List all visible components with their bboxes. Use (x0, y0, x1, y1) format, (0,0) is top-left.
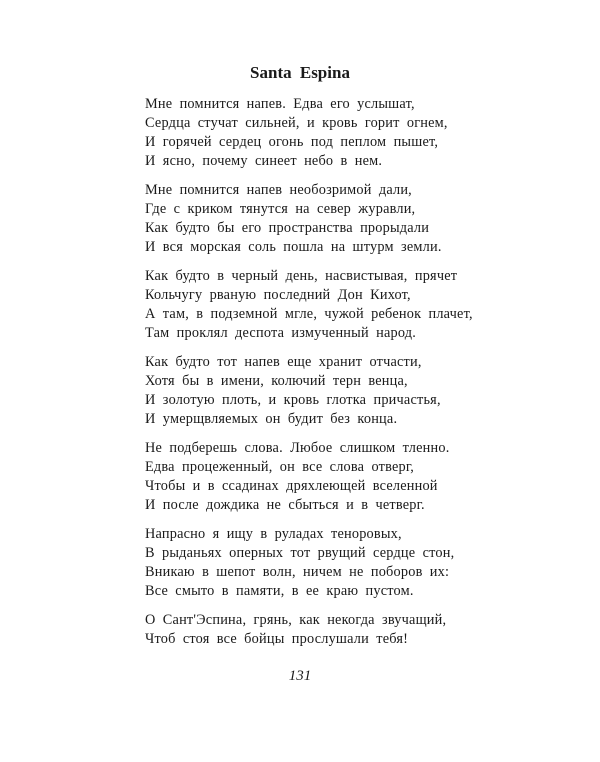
poem-line: Как будто в черный день, насвистывая, прячет (145, 268, 458, 284)
stanza (145, 181, 485, 257)
poem-line: Сердца стучат сильней, и кровь горит огнем, (145, 115, 448, 131)
poem-line: Мне помнится напев. Едва его услышат, (145, 96, 415, 112)
poem-line: И золотую плоть, и кровь глотка причастья, (145, 392, 441, 408)
stanza (145, 525, 485, 601)
poem-line: Как будто бы его пространства прорыдали (145, 220, 430, 236)
poem-line: Мне помнится напев необозримой дали, (145, 182, 412, 198)
poem-line: И горячей сердец огонь под пеплом пышет, (145, 134, 439, 150)
stanza (145, 439, 485, 515)
poem-line: Все смыто в памяти, в ее краю пустом. (145, 583, 414, 599)
poem-line: Чтобы и в ссадинах дряхлеющей вселенной (145, 478, 438, 494)
poem-line: Не подберешь слова. Любое слишком тленно. (145, 440, 450, 456)
stanza (145, 611, 485, 649)
poem-line: В рыданьях оперных тот рвущий сердце стон, (145, 545, 455, 561)
poem-line: Чтоб стоя все бойцы прослушали тебя! (145, 631, 409, 647)
stanza (145, 267, 485, 343)
poem-line: И после дождика не сбыться и в четверг. (145, 497, 425, 513)
stanza (145, 353, 485, 429)
poem-line: Там проклял деспота измученный народ. (145, 325, 417, 341)
poem-line: И вся морская соль пошла на штурм земли. (145, 239, 442, 255)
poem-title: Santa Espina (250, 63, 350, 82)
poem-line: Напрасно я ищу в руладах теноровых, (145, 526, 402, 542)
poem-line: И умерщвляемых он будит без конца. (145, 411, 398, 427)
poem-line: Кольчугу рваную последний Дон Кихот, (145, 287, 411, 303)
poem-body (145, 95, 485, 659)
page-number: 131 (288, 668, 312, 684)
stanza (145, 95, 485, 171)
poem-line: И ясно, почему синеет небо в нем. (145, 153, 383, 169)
poem-line: Хотя бы в имени, колючий терн венца, (145, 373, 408, 389)
poem-line: О Сант'Эспина, грянь, как некогда звучащий, (145, 612, 447, 628)
poem-line: Где с криком тянутся на север журавли, (145, 201, 416, 217)
poem-line: Как будто тот напев еще хранит отчасти, (145, 354, 422, 370)
poem-line: А там, в подземной мгле, чужой ребенок плачет, (145, 306, 473, 322)
poem-line: Вникаю в шепот волн, ничем не поборов их: (145, 564, 450, 580)
poem-line: Едва процеженный, он все слова отверг, (145, 459, 415, 475)
